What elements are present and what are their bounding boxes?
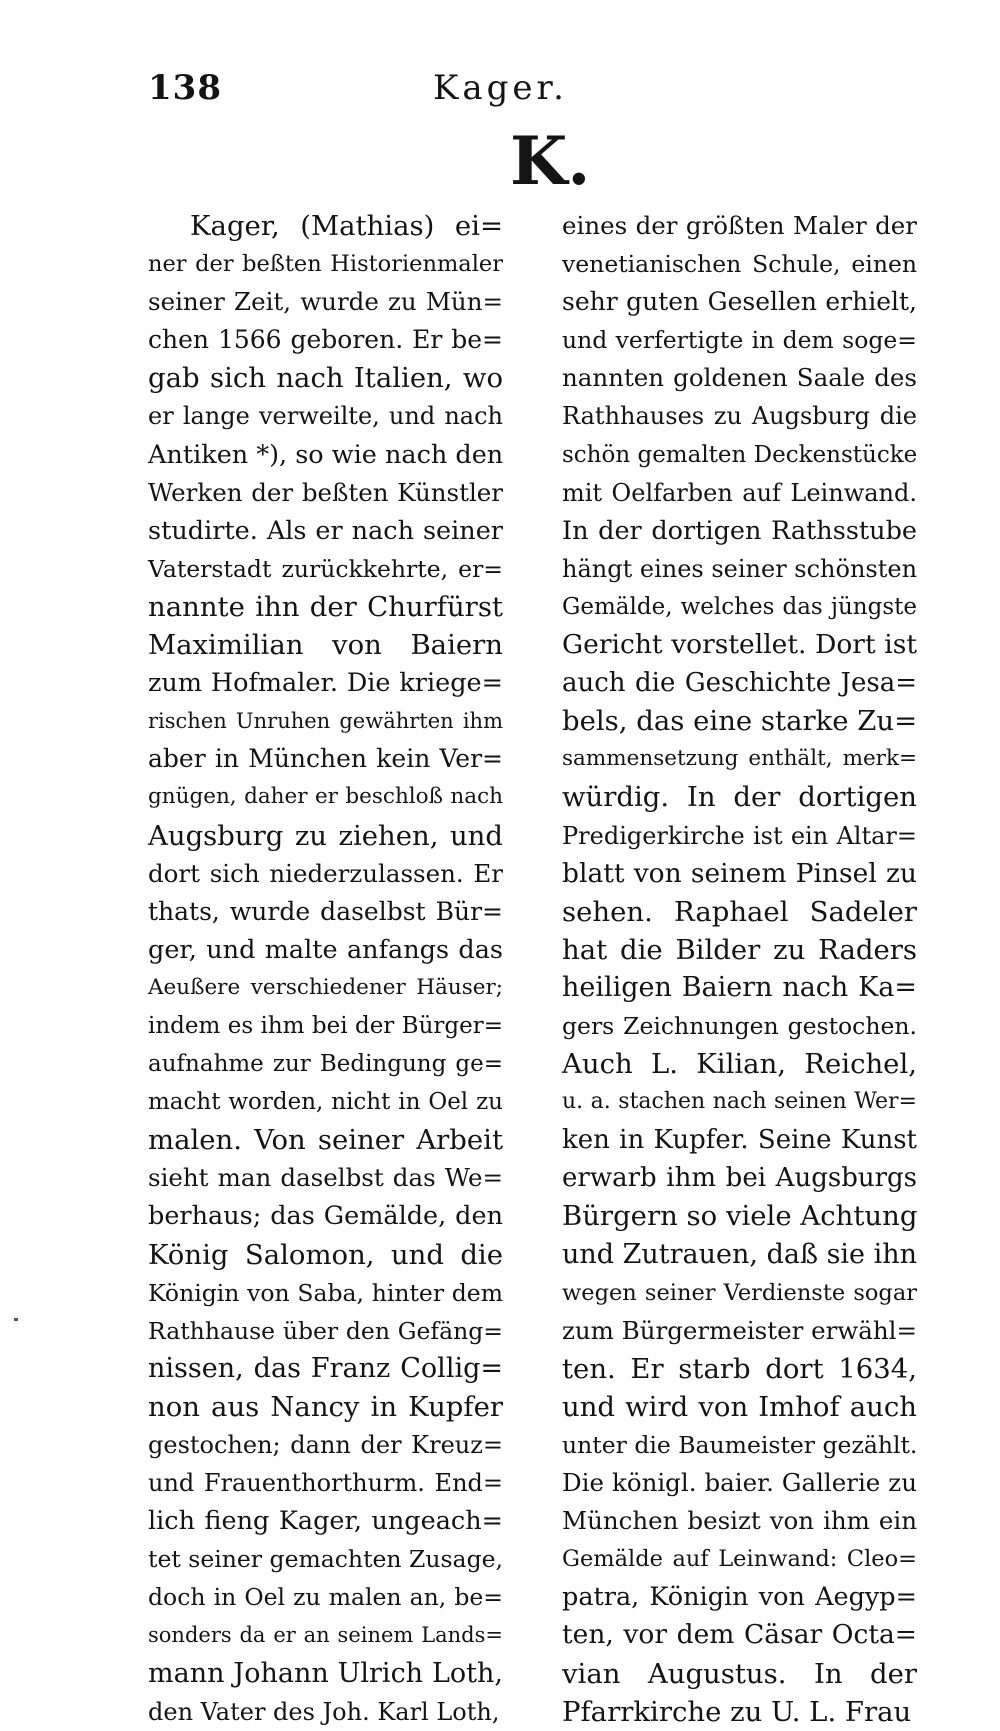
text-line: aufnahme zur Bedingung ge=	[148, 1051, 503, 1078]
text-line: tet seiner gemachten Zusage,	[148, 1545, 503, 1574]
text-line: Die königl. baier. Gallerie zu	[562, 1468, 917, 1498]
text-line: Rathhauses zu Augsburg die	[562, 402, 917, 431]
text-line: sammensetzung enthält, merk=	[562, 746, 917, 772]
text-line: nissen, das Franz Collig=	[148, 1352, 503, 1384]
text-line: ken in Kupfer. Seine Kunst	[562, 1125, 917, 1156]
text-line: mann Johann Ulrich Loth,	[148, 1657, 503, 1689]
text-line: Aeußere verschiedener Häuser;	[148, 974, 503, 1000]
text-line: würdig. In der dortigen	[562, 781, 917, 814]
text-line: den Vater des Joh. Karl Loth,	[148, 1697, 500, 1726]
text-line: Antiken *), so wie nach den	[148, 439, 504, 470]
text-line: Gericht vorstellet. Dort ist	[562, 629, 917, 661]
text-line: ten, vor dem Cäsar Octa=	[562, 1619, 917, 1651]
text-line: hat die Bilder zu Raders	[562, 933, 917, 966]
text-line: nannte ihn der Churfürst	[148, 590, 503, 623]
text-line: sieht man daselbst das We=	[148, 1163, 503, 1193]
text-line: aber in München kein Ver=	[148, 744, 503, 774]
text-line: seiner Zeit, wurde zu Mün=	[148, 287, 503, 317]
text-line: Predigerkirche ist ein Altar=	[562, 821, 917, 850]
text-line: erwarb ihm bei Augsburgs	[562, 1163, 917, 1194]
ink-speck	[14, 1318, 18, 1321]
right-text-column	[562, 207, 917, 1731]
text-line: München besizt von ihm ein	[562, 1506, 917, 1536]
text-line: vian Augustus. In der	[562, 1657, 917, 1690]
text-line: eines der größten Maler der	[562, 211, 917, 240]
text-line: ger, und malte anfangs das	[148, 934, 503, 965]
text-line: nannten goldenen Saale des	[562, 363, 917, 393]
text-line: gnügen, daher er beschloß nach	[148, 784, 503, 810]
text-line: gestochen; dann der Kreuz=	[148, 1431, 503, 1459]
text-line: non aus Nancy in Kupfer	[148, 1390, 503, 1423]
text-line: gab sich nach Italien, wo	[148, 362, 503, 395]
text-line: zum Hofmaler. Die kriege=	[148, 668, 503, 699]
text-line: schön gemalten Deckenstücke	[562, 441, 918, 468]
section-letter: K.	[510, 122, 591, 200]
text-line: berhaus; das Gemälde, den	[148, 1201, 503, 1232]
page-number: 138	[148, 68, 222, 108]
text-line: mit Oelfarben auf Leinwand.	[562, 478, 917, 507]
text-line: ten. Er starb dort 1634,	[562, 1352, 917, 1385]
text-line: dort sich niederzulassen. Er	[148, 858, 503, 888]
text-line: Kager, (Mathias) ei=	[190, 210, 503, 242]
text-line: gers Zeichnungen gestochen.	[562, 1011, 917, 1040]
text-line: und wird von Imhof auch	[562, 1390, 917, 1423]
text-line: Pfarrkirche zu U. L. Frau	[562, 1695, 912, 1728]
text-line: chen 1566 geboren. Er be=	[148, 325, 503, 355]
text-line: und Frauenthorthurm. End=	[148, 1469, 503, 1498]
text-line: doch in Oel zu malen an, be=	[148, 1583, 503, 1612]
text-line: wegen seiner Verdienste sogar	[562, 1279, 917, 1306]
text-line: Gemälde auf Leinwand: Cleo=	[562, 1546, 917, 1573]
text-line: Augsburg zu ziehen, und	[148, 819, 503, 852]
text-line: bels, das eine starke Zu=	[562, 705, 918, 738]
text-line: sehen. Raphael Sadeler	[562, 895, 917, 928]
text-line: Königin von Saba, hinter dem	[148, 1278, 503, 1307]
running-title: Kager.	[433, 68, 568, 108]
text-line: und Zutrauen, daß sie ihn	[562, 1238, 918, 1270]
text-line: er lange verweilte, und nach	[148, 402, 503, 431]
text-line: indem es ihm bei der Bürger=	[148, 1012, 503, 1039]
text-line: blatt von seinem Pinsel zu	[562, 857, 917, 889]
text-line: Gemälde, welches das jüngste	[562, 593, 917, 620]
text-line: sonders da er an seinem Lands=	[148, 1623, 503, 1648]
text-line: heiligen Baiern nach Ka=	[562, 971, 917, 1003]
text-line: Bürgern so viele Achtung	[562, 1200, 918, 1233]
text-line: zum Bürgermeister erwähl=	[562, 1315, 918, 1345]
left-text-column	[148, 207, 503, 1731]
text-line: König Salomon, und die	[148, 1238, 503, 1271]
text-line: In der dortigen Rathsstube	[562, 515, 917, 546]
running-head	[148, 68, 918, 118]
text-line: Maximilian von Baiern	[148, 629, 503, 662]
text-line: u. a. stachen nach seinen Wer=	[562, 1089, 917, 1115]
text-line: Werken der beßten Künstler	[148, 477, 503, 507]
text-line: sehr guten Gesellen erhielt,	[562, 287, 917, 317]
text-line: studirte. Als er nach seiner	[148, 515, 503, 546]
text-line: auch die Geschichte Jesa=	[562, 668, 917, 699]
text-line: und verfertigte in dem soge=	[562, 326, 917, 355]
text-line: malen. Von seiner Arbeit	[148, 1124, 503, 1157]
text-line: hängt eines seiner schönsten	[562, 554, 918, 583]
text-line: Auch L. Kilian, Reichel,	[562, 1048, 917, 1081]
text-line: Rathhause über den Gefäng=	[148, 1316, 503, 1345]
text-line: lich fieng Kager, ungeach=	[148, 1506, 503, 1537]
text-line: venetianischen Schule, einen	[562, 250, 917, 279]
text-line: patra, Königin von Aegyp=	[562, 1582, 917, 1613]
text-line: rischen Unruhen gewährten ihm	[148, 709, 503, 734]
text-line: Vaterstadt zurückkehrte, er=	[148, 554, 503, 583]
text-line: macht worden, nicht in Oel zu	[148, 1089, 503, 1116]
text-line: unter die Baumeister gezählt.	[562, 1431, 918, 1459]
text-line: ner der beßten Historienmaler	[148, 251, 503, 278]
text-line: thats, wurde daselbst Bür=	[148, 896, 503, 926]
